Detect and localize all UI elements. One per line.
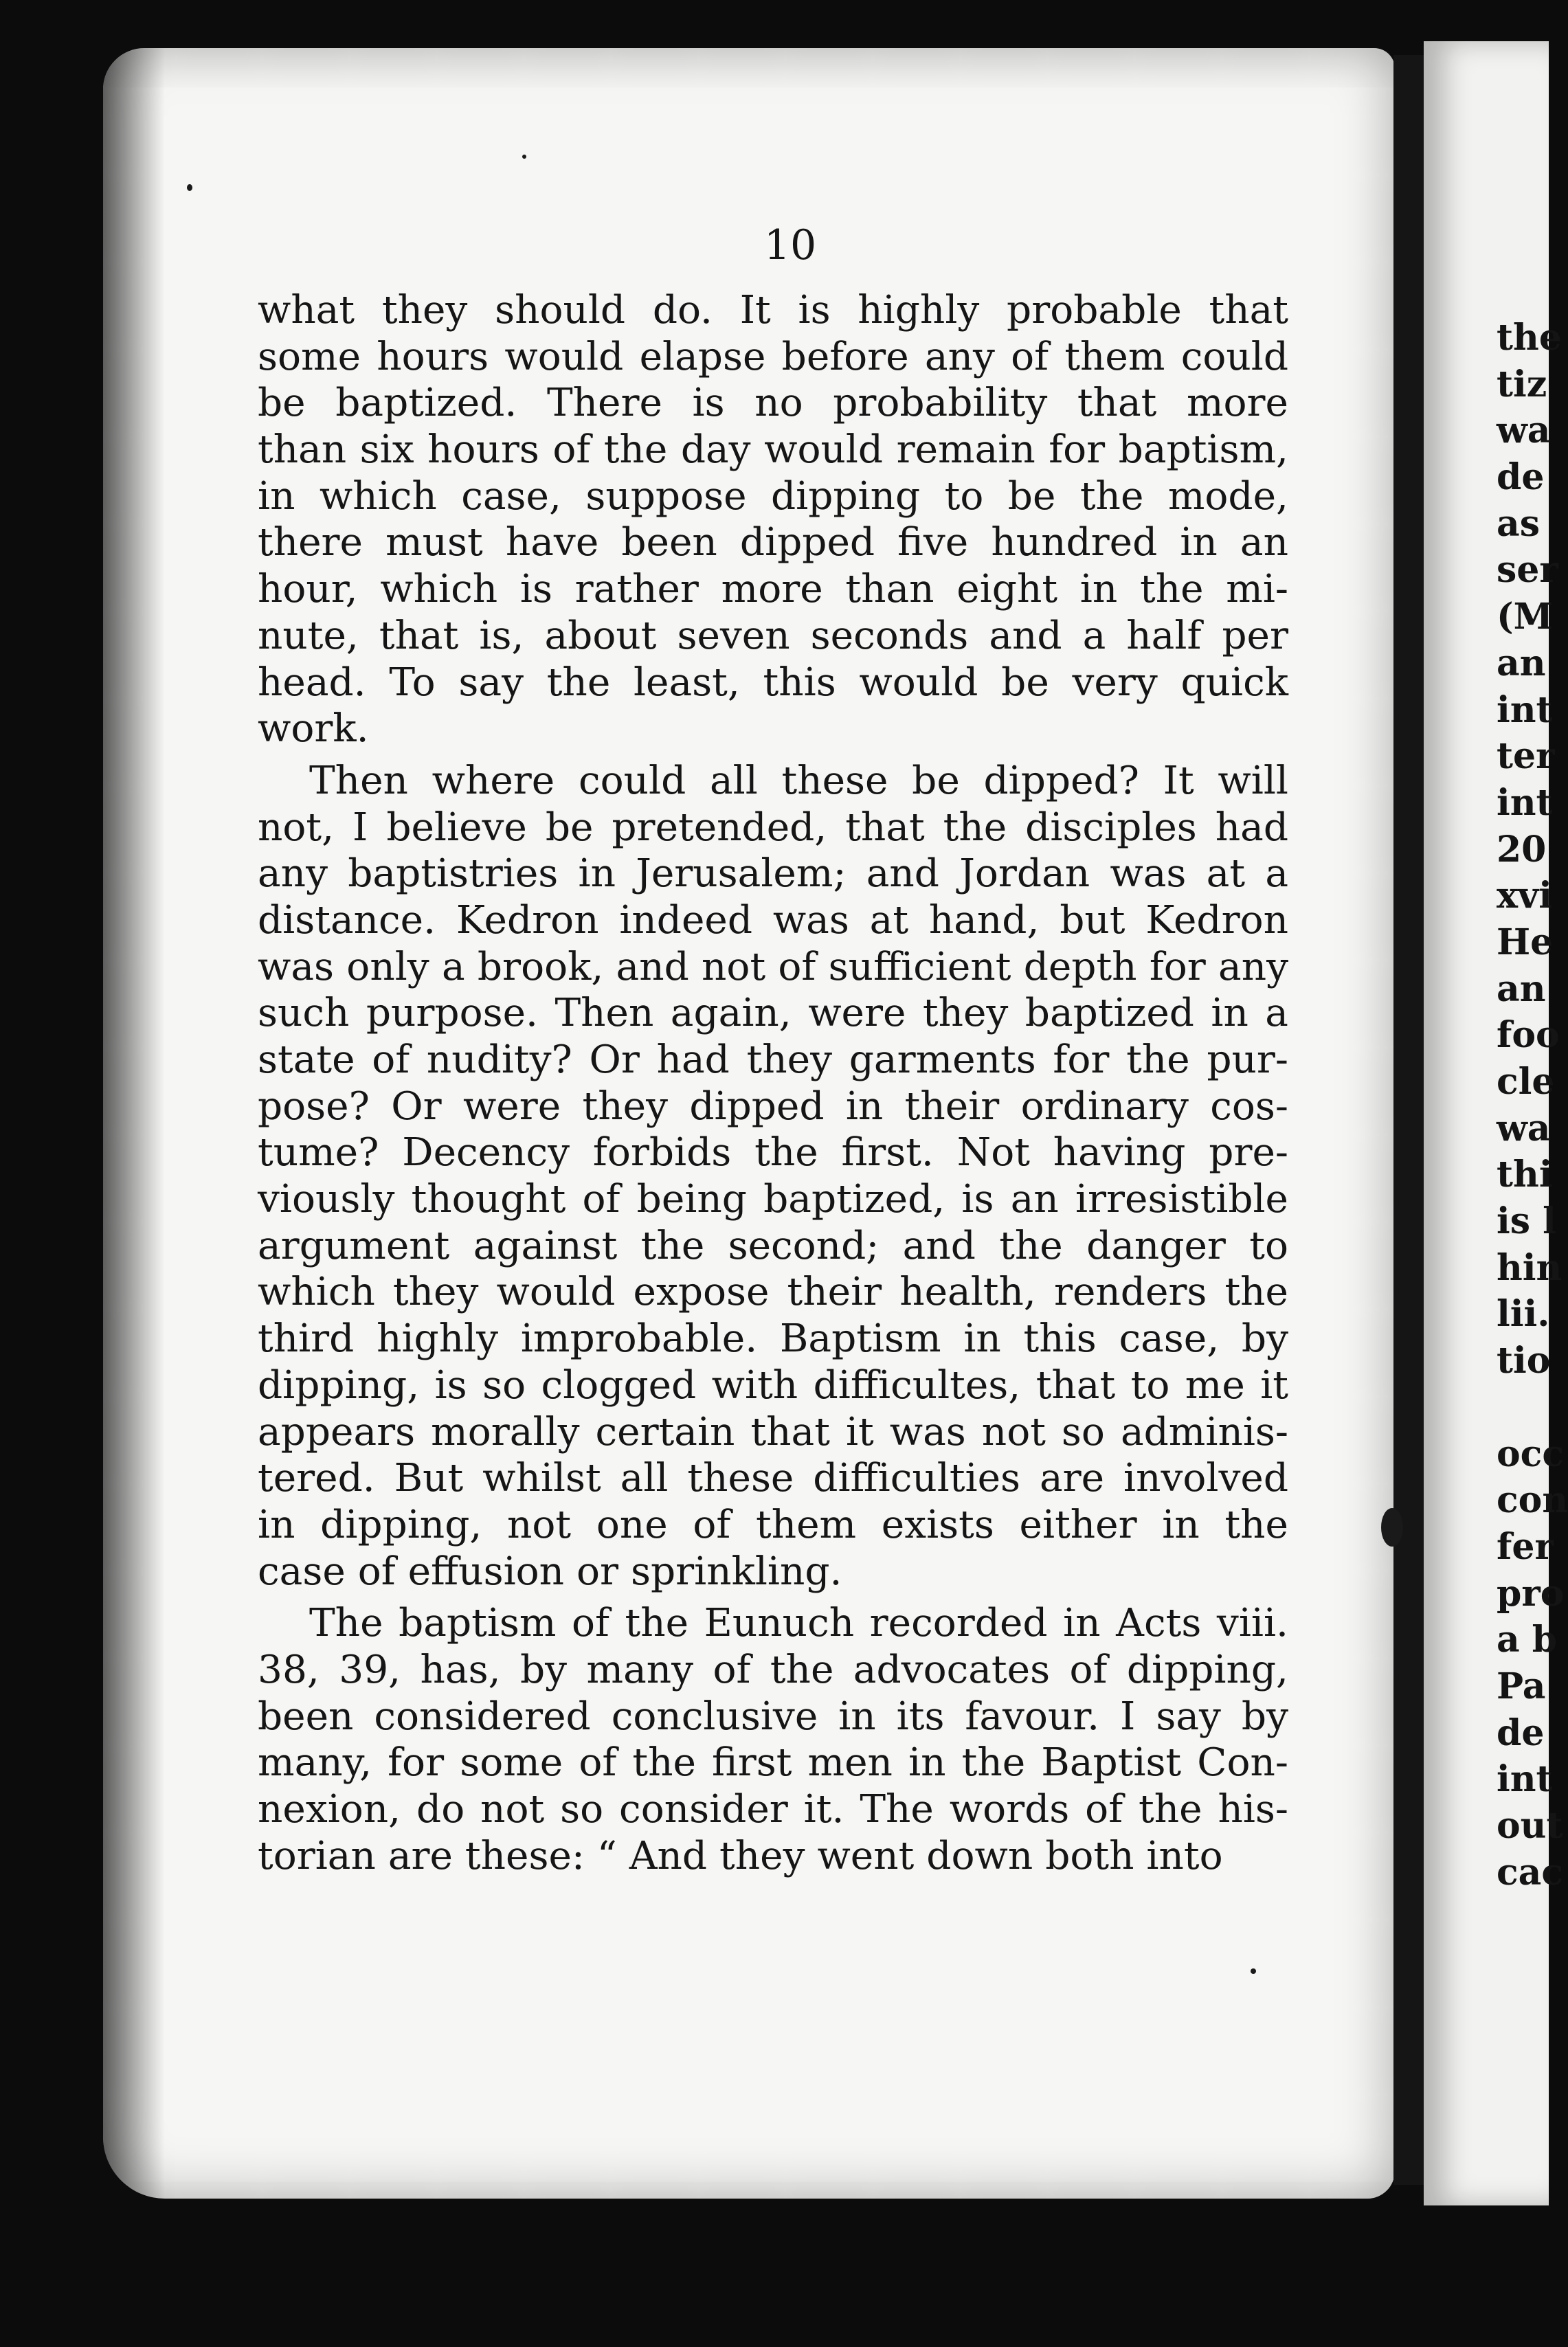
text-line: viously thought of being baptized, is an irresistible — [258, 1177, 1288, 1222]
speck — [187, 184, 192, 191]
text-line: what they should do. It is highly probable that — [258, 288, 1288, 333]
next-page-fragment: He — [1497, 921, 1554, 963]
next-page-fragment: the — [1497, 317, 1562, 359]
next-page-fragment: pro — [1497, 1572, 1565, 1615]
next-page-fragment: out — [1497, 1805, 1563, 1847]
text-line: been considered conclusive in its favour. I say by — [258, 1694, 1288, 1739]
next-page-fragment: Pa — [1497, 1665, 1546, 1707]
page-body-text — [258, 287, 1288, 1879]
text-line: be baptized. There is no probability that more — [258, 381, 1288, 426]
next-page-fragment: thi — [1497, 1154, 1553, 1196]
next-page-fragment: occ — [1497, 1433, 1565, 1475]
text-line: than six hours of the day would remain for baptism, — [258, 427, 1288, 473]
paragraph — [258, 758, 1288, 1595]
next-page-fragment: ter — [1497, 735, 1555, 778]
text-line: was only a brook, and not of sufficient depth for any — [258, 944, 1288, 989]
paragraph — [258, 1600, 1288, 1879]
text-line: The baptism of the Eunuch recorded in Acts viii. — [309, 1601, 1288, 1646]
text-line: torian are these: “ And they went down both into — [258, 1833, 1223, 1878]
next-page-fragment: hin — [1497, 1246, 1563, 1289]
next-page-fragment: cle — [1497, 1061, 1555, 1103]
text-line: tered. But whilst all these difficulties are involved — [258, 1456, 1288, 1501]
text-line: nexion, do not so consider it. The words of the his- — [258, 1787, 1288, 1832]
text-line: pose? Or were they dipped in their ordinary cos- — [258, 1083, 1288, 1129]
next-page-fragment: int — [1497, 1758, 1553, 1801]
text-line: some hours would elapse before any of them could — [258, 334, 1288, 379]
text-line: distance. Kedron indeed was at hand, but Kedron — [258, 897, 1288, 943]
speck — [522, 155, 526, 159]
next-page-fragment: lii. — [1497, 1293, 1550, 1336]
text-line: there must have been dipped five hundred in an — [258, 520, 1288, 565]
next-page-fragment: tio — [1497, 1340, 1551, 1382]
next-page-fragment: de — [1497, 1711, 1545, 1754]
next-page-fragment: fer — [1497, 1525, 1554, 1568]
text-line: Then where could all these be dipped? It will — [309, 758, 1288, 803]
text-line: not, I believe be pretended, that the disciples had — [258, 805, 1288, 850]
next-page-fragment: ser — [1497, 549, 1558, 592]
text-line: 38, 39, has, by many of the advocates of dipping, — [258, 1647, 1288, 1692]
text-line: in dipping, not one of them exists either in the — [258, 1502, 1288, 1547]
next-page-fragment: is l — [1497, 1200, 1556, 1243]
next-page-text-fragments — [1497, 315, 1568, 1896]
text-line: dipping, is so clogged with difficultes, that to me it — [258, 1362, 1288, 1408]
text-line: in which case, suppose dipping to be the mode, — [258, 473, 1288, 519]
text-line: such purpose. Then again, were they baptized in a — [258, 991, 1288, 1036]
text-line: tume? Decency forbids the first. Not having pre- — [258, 1130, 1288, 1176]
next-page-fragment: int — [1497, 781, 1553, 824]
next-page-fragment: (M — [1497, 596, 1554, 638]
text-line: hour, which is rather more than eight in the mi- — [258, 567, 1288, 612]
text-line: nute, that is, about seven seconds and a half per — [258, 613, 1288, 658]
next-page-fragment: de — [1497, 456, 1545, 499]
text-line: work. — [258, 706, 369, 752]
text-line: case of effusion or sprinkling. — [258, 1549, 842, 1594]
text-line: third highly improbable. Baptism in this case, by — [258, 1316, 1288, 1362]
next-page-fragment: an — [1497, 967, 1546, 1010]
book-gutter — [1393, 55, 1424, 2185]
text-line: appears morally certain that it was not so adminis- — [258, 1409, 1288, 1455]
next-page-fragment: an — [1497, 642, 1546, 684]
text-line: which they would expose their health, renders the — [258, 1270, 1288, 1315]
next-page-fragment: xvi — [1497, 875, 1552, 917]
next-page-fragment: a b — [1497, 1619, 1558, 1661]
page-edge-shadow — [103, 48, 165, 2199]
paragraph — [258, 287, 1288, 752]
next-page-fragment: 20 — [1497, 828, 1547, 871]
text-line: state of nudity? Or had they garments for the pur- — [258, 1037, 1288, 1082]
text-line: any baptistries in Jerusalem; and Jordan was at a — [258, 851, 1288, 897]
next-page-fragment: cac — [1497, 1851, 1564, 1894]
next-page-fragment: wa — [1497, 409, 1551, 452]
next-page-fragment — [1497, 1384, 1549, 1431]
text-line: many, for some of the first men in the Baptist Con- — [258, 1740, 1288, 1786]
next-page-fragment: int — [1497, 688, 1553, 731]
text-line: head. To say the least, this would be very quick — [258, 660, 1288, 705]
page-number: 10 — [763, 221, 817, 269]
next-page-fragment: tiz — [1497, 363, 1547, 405]
next-page-fragment: con — [1497, 1479, 1568, 1522]
next-page-fragment: foo — [1497, 1014, 1560, 1057]
text-line: argument against the second; and the danger to — [258, 1223, 1288, 1268]
ink-blot — [1381, 1508, 1403, 1547]
next-page-fragment: wa — [1497, 1107, 1551, 1149]
next-page-fragment: as — [1497, 502, 1540, 545]
speck — [1251, 1968, 1256, 1974]
